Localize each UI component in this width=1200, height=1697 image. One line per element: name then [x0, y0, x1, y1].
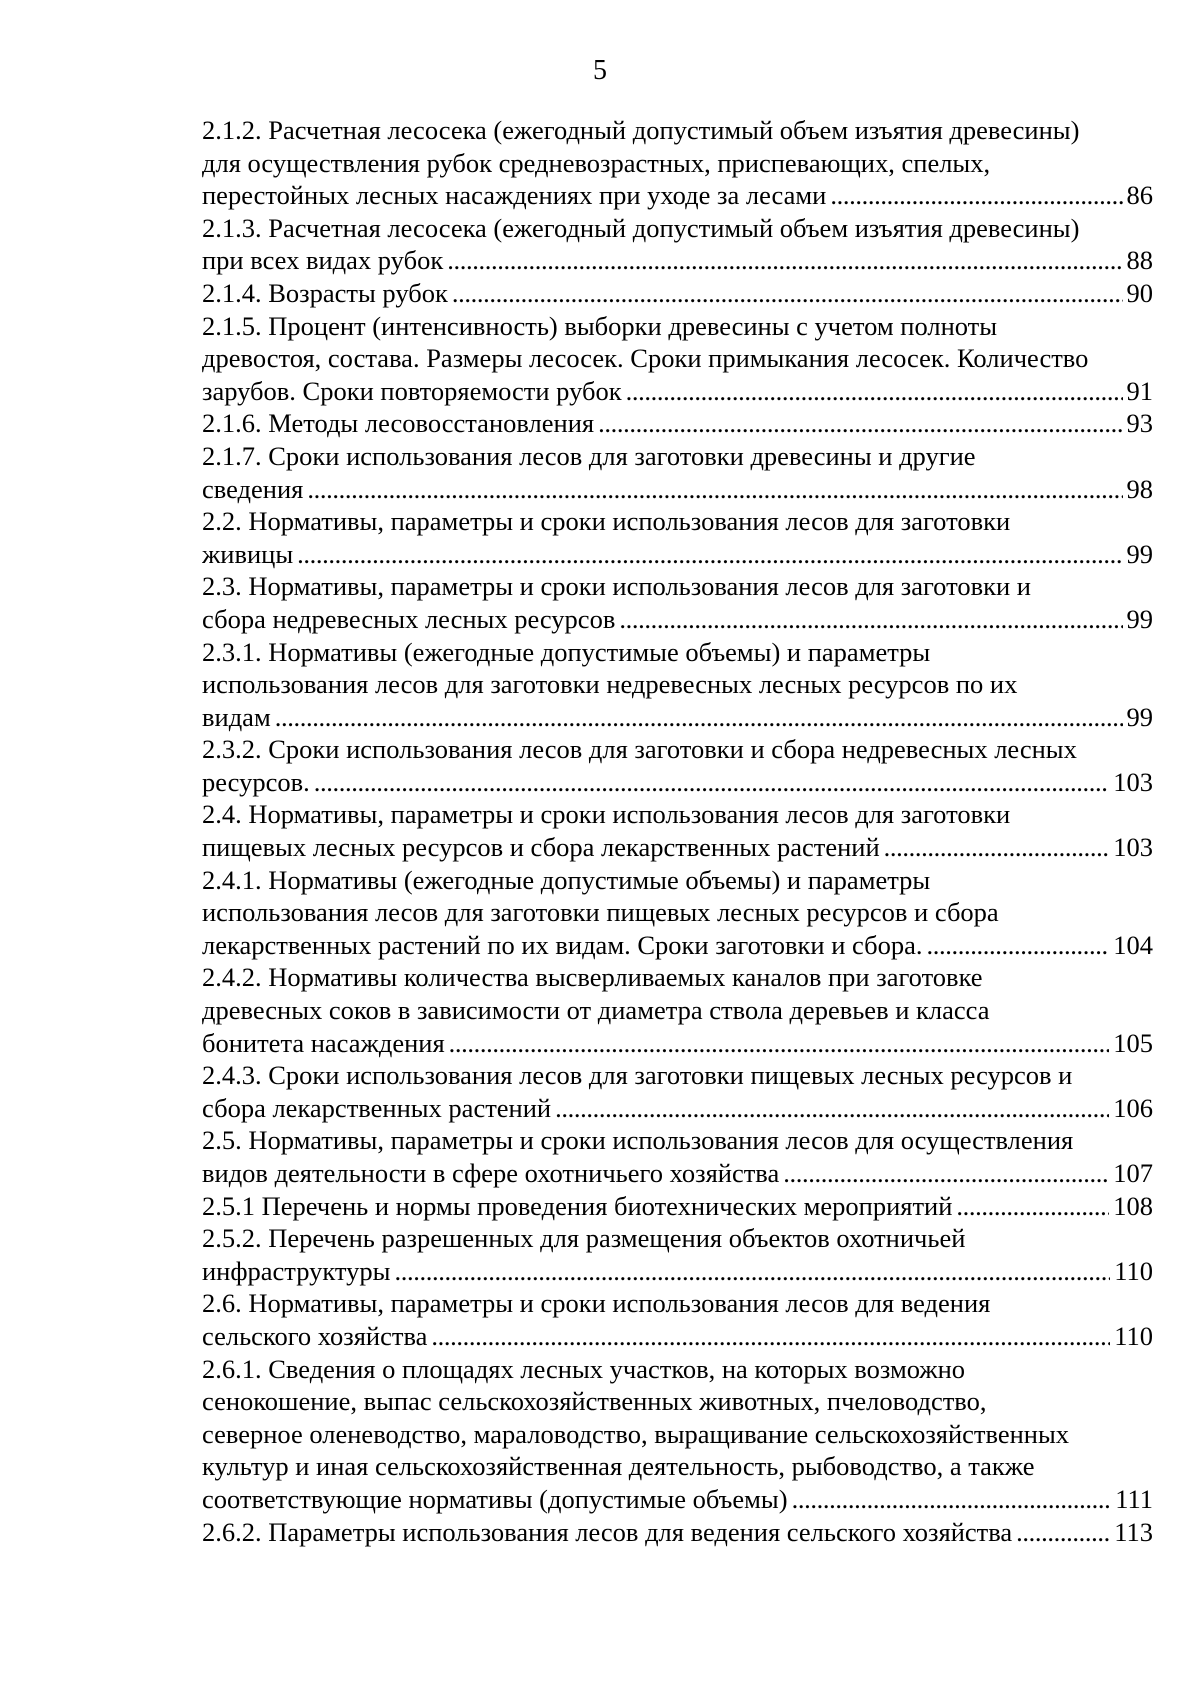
dot-leader — [626, 375, 1123, 408]
dot-leader — [1016, 1516, 1110, 1549]
toc-entry-line: культур и иная сельскохозяйственная деятельность, рыбоводство, а также — [202, 1451, 1035, 1482]
toc-entry[interactable] — [202, 1222, 1153, 1287]
toc-page-number: 99 — [1126, 701, 1153, 732]
toc-entry[interactable] — [202, 1059, 1153, 1124]
toc-entry-line: сельского хозяйства — [202, 1320, 428, 1351]
toc-page-number: 103 — [1113, 832, 1153, 863]
toc-entry[interactable] — [202, 1190, 1153, 1223]
toc-entry-last-line — [202, 1255, 1153, 1288]
toc-entry-line: перестойных лесных насаждениях при уходе за лесами — [202, 180, 827, 211]
page-number: 5 — [593, 55, 607, 86]
toc-entry-line: для осуществления рубок средневозрастных, приспевающих, спелых, — [202, 147, 991, 178]
toc-page-number: 107 — [1113, 1158, 1153, 1188]
toc-entry-last-line — [202, 831, 1153, 864]
dot-leader — [598, 407, 1122, 440]
toc-page-number: 88 — [1126, 245, 1153, 276]
dot-leader — [314, 766, 1110, 799]
toc-entry-last-line — [202, 407, 1153, 440]
toc-entry-line: 2.6.1. Сведения о площадях лесных участков, на которых возможно — [202, 1353, 966, 1384]
toc-page-number: 110 — [1114, 1320, 1153, 1351]
toc-entry[interactable] — [202, 114, 1153, 212]
toc-page-number: 99 — [1126, 603, 1153, 634]
toc-entry[interactable] — [202, 1287, 1153, 1352]
toc-entry-line: 2.6.2. Параметры использования лесов для ведения сельского хозяйства — [202, 1516, 1013, 1547]
toc-entry-last-line — [202, 701, 1153, 734]
toc-entry-line: 2.2. Нормативы, параметры и сроки использования лесов для заготовки — [202, 506, 1011, 537]
toc-entry-line: видов деятельности в сфере охотничьего хозяйства — [202, 1158, 780, 1188]
toc-entry-last-line — [202, 1516, 1153, 1549]
toc-entry-line: бонитета насаждения — [202, 1027, 445, 1058]
toc-entry-last-line — [202, 538, 1153, 571]
toc-entry[interactable] — [202, 310, 1153, 408]
dot-leader — [956, 1190, 1109, 1223]
dot-leader — [275, 701, 1123, 734]
toc-entry-line: 2.5.2. Перечень разрешенных для размещения объектов охотничьей — [202, 1223, 966, 1254]
toc-entry-line: сбора лекарственных растений — [202, 1092, 552, 1123]
toc-entry-line: 2.3. Нормативы, параметры и сроки использования лесов для заготовки и — [202, 571, 1031, 602]
toc-page-number: 111 — [1115, 1483, 1153, 1514]
toc-entry-last-line — [202, 277, 1153, 310]
toc-entry[interactable] — [202, 636, 1153, 734]
dot-leader — [447, 244, 1122, 277]
toc-entry-line: использования лесов для заготовки пищевых лесных ресурсов и сбора — [202, 897, 999, 928]
toc-entry[interactable] — [202, 798, 1153, 863]
toc-page-number: 110 — [1114, 1255, 1153, 1286]
dot-leader — [449, 1027, 1110, 1060]
toc-page-number: 93 — [1126, 408, 1153, 439]
toc-entry-line: 2.1.6. Методы лесовосстановления — [202, 408, 595, 439]
toc-page-number: 86 — [1126, 180, 1153, 211]
dot-leader — [884, 831, 1110, 864]
toc-entry-last-line — [202, 473, 1153, 506]
dot-leader — [297, 538, 1122, 571]
toc-entry-last-line — [202, 766, 1153, 799]
dot-leader — [783, 1157, 1109, 1190]
toc-entry-last-line — [202, 1027, 1153, 1060]
toc-page-number: 103 — [1113, 766, 1153, 797]
toc-entry[interactable] — [202, 1516, 1153, 1549]
dot-leader — [926, 929, 1109, 962]
toc-entry-line: сведения — [202, 473, 304, 504]
toc-entry-line: 2.1.7. Сроки использования лесов для заготовки древесины и другие — [202, 440, 976, 471]
toc-entry-line: северное оленеводство, мараловодство, выращивание сельскохозяйственных — [202, 1418, 1070, 1449]
toc-entry-line: зарубов. Сроки повторяемости рубок — [202, 375, 622, 406]
dot-leader — [452, 277, 1123, 310]
toc-entry[interactable] — [202, 1353, 1153, 1516]
toc-entry[interactable] — [202, 961, 1153, 1059]
toc-page-number: 91 — [1126, 375, 1153, 406]
toc-entry-line: древесных соков в зависимости от диаметра ствола деревьев и класса — [202, 995, 990, 1026]
toc-entry-line: древостоя, состава. Размеры лесосек. Сроки примыкания лесосек. Количество — [202, 343, 1089, 374]
toc-entry-line: 2.4.1. Нормативы (ежегодные допустимые объемы) и параметры — [202, 864, 931, 895]
toc-entry-line: инфраструктуры — [202, 1255, 391, 1286]
toc-entry-last-line — [202, 1157, 1153, 1190]
dot-leader — [394, 1255, 1110, 1288]
toc-entry-last-line — [202, 1320, 1153, 1353]
toc-entry-line: сенокошение, выпас сельскохозяйственных животных, пчеловодство, — [202, 1386, 987, 1417]
toc-entry-last-line — [202, 179, 1153, 212]
dot-leader — [792, 1483, 1112, 1516]
toc-entry-line: использования лесов для заготовки недревесных лесных ресурсов по их — [202, 669, 1018, 700]
toc-entry-line: соответствующие нормативы (допустимые объемы) — [202, 1483, 788, 1514]
toc-page-number: 105 — [1113, 1027, 1153, 1058]
toc-entry-last-line — [202, 603, 1153, 636]
dot-leader — [830, 179, 1122, 212]
toc-entry-line: 2.1.2. Расчетная лесосека (ежегодный допустимый объем изъятия древесины) — [202, 115, 1080, 145]
dot-leader — [431, 1320, 1110, 1353]
table-of-contents — [202, 114, 1153, 1548]
toc-entry-last-line — [202, 375, 1153, 408]
toc-entry-line: 2.3.1. Нормативы (ежегодные допустимые объемы) и параметры — [202, 636, 931, 667]
toc-entry-line: видам — [202, 701, 271, 732]
toc-entry-last-line — [202, 1092, 1153, 1125]
toc-entry-last-line — [202, 1190, 1153, 1223]
toc-entry[interactable] — [202, 733, 1153, 798]
toc-page-number: 98 — [1126, 473, 1153, 504]
toc-entry-line: 2.6. Нормативы, параметры и сроки использования лесов для ведения — [202, 1288, 991, 1319]
toc-entry-line: 2.4.3. Сроки использования лесов для заготовки пищевых лесных ресурсов и — [202, 1060, 1073, 1091]
toc-entry-line: пищевых лесных ресурсов и сбора лекарственных растений — [202, 832, 880, 863]
toc-entry-line: при всех видах рубок — [202, 245, 444, 276]
toc-entry-last-line — [202, 929, 1153, 962]
dot-leader — [555, 1092, 1109, 1125]
toc-entry-line: лекарственных растений по их видам. Сроки заготовки и сбора. — [202, 929, 923, 960]
toc-entry[interactable] — [202, 505, 1153, 570]
toc-page-number: 104 — [1113, 929, 1153, 960]
toc-page-number: 108 — [1113, 1190, 1153, 1221]
toc-entry-line: 2.1.4. Возрасты рубок — [202, 277, 448, 308]
toc-entry-line: живицы — [202, 538, 294, 569]
toc-entry[interactable] — [202, 440, 1153, 505]
toc-entry-line: 2.1.3. Расчетная лесосека (ежегодный допустимый объем изъятия древесины) — [202, 212, 1080, 243]
toc-entry-line: 2.5. Нормативы, параметры и сроки использования лесов для осуществления — [202, 1125, 1074, 1156]
toc-page-number: 113 — [1114, 1516, 1153, 1547]
toc-entry-line: 2.4.2. Нормативы количества высверливаемых каналов при заготовке — [202, 962, 983, 993]
toc-entry[interactable] — [202, 570, 1153, 635]
toc-entry[interactable] — [202, 864, 1153, 962]
toc-entry-line: 2.1.5. Процент (интенсивность) выборки древесины с учетом полноты — [202, 310, 998, 341]
dot-leader — [307, 473, 1122, 506]
toc-entry-line: 2.3.2. Сроки использования лесов для заготовки и сбора недревесных лесных — [202, 734, 1077, 765]
toc-entry[interactable] — [202, 407, 1153, 440]
toc-entry-last-line — [202, 244, 1153, 277]
toc-entry-line: 2.4. Нормативы, параметры и сроки использования лесов для заготовки — [202, 799, 1011, 830]
toc-page-number: 99 — [1126, 538, 1153, 569]
toc-entry[interactable] — [202, 277, 1153, 310]
toc-entry[interactable] — [202, 212, 1153, 277]
toc-page-number: 90 — [1126, 277, 1153, 308]
toc-entry[interactable] — [202, 1124, 1153, 1189]
dot-leader — [619, 603, 1122, 636]
toc-entry-line: 2.5.1 Перечень и нормы проведения биотехнических мероприятий — [202, 1190, 953, 1221]
toc-entry-last-line — [202, 1483, 1153, 1516]
toc-entry-line: ресурсов. — [202, 766, 310, 797]
toc-entry-line: сбора недревесных лесных ресурсов — [202, 603, 616, 634]
toc-page-number: 106 — [1113, 1092, 1153, 1123]
